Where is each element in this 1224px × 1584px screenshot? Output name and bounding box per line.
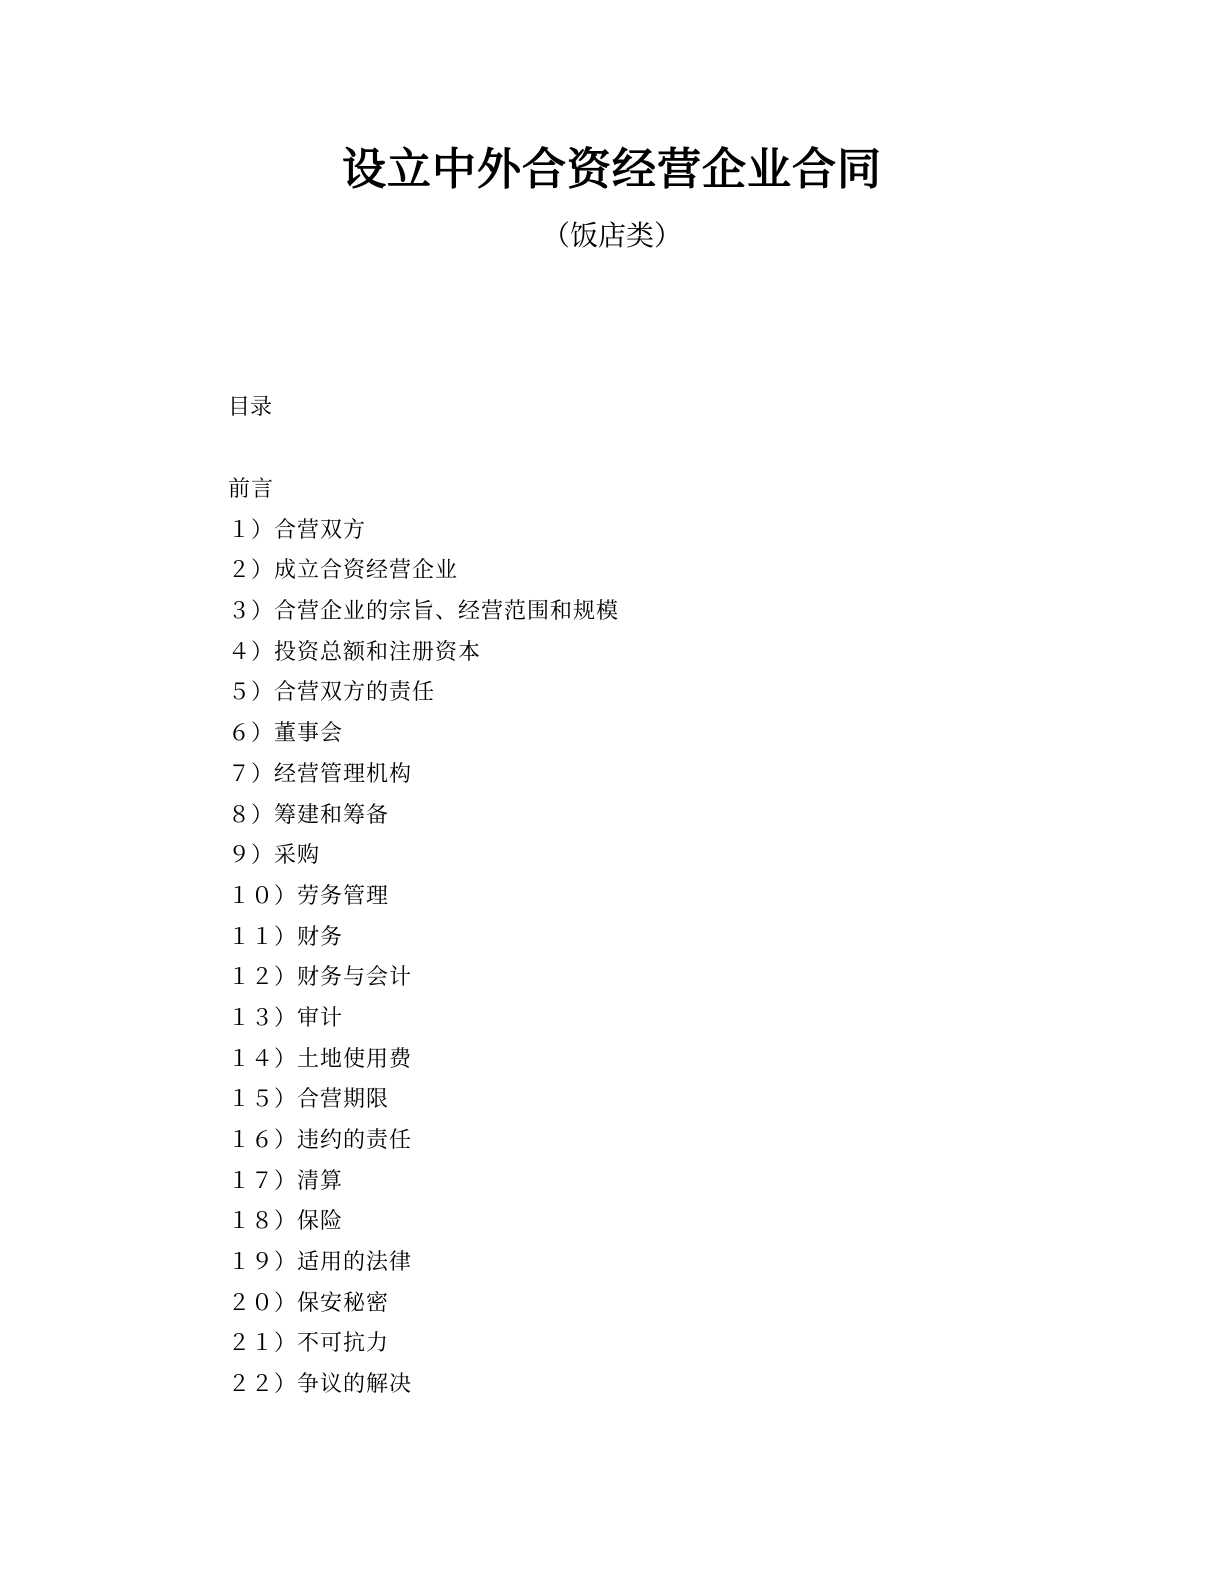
toc-item: ８）筹建和筹备 [228, 802, 390, 828]
toc-item: ２２）争议的解决 [228, 1372, 413, 1398]
toc-heading: 目录 [228, 395, 273, 420]
toc-item: １６）违约的责任 [228, 1128, 413, 1153]
toc-item: ２）成立合资经营企业 [228, 558, 459, 584]
document-title: 设立中外合资经营企业合同 [342, 144, 882, 195]
toc-item: １９）适用的法律 [228, 1250, 413, 1276]
toc-item: １１）财务 [228, 924, 344, 950]
toc-item: １２）财务与会计 [228, 965, 413, 991]
toc-item: ９）采购 [228, 843, 321, 869]
document-subtitle: （饭店类） [541, 219, 682, 252]
toc-item: ５）合营双方的责任 [228, 680, 436, 706]
toc-item: ７）经营管理机构 [228, 761, 413, 787]
toc-item: １５）合营期限 [228, 1087, 390, 1113]
toc-item: １）合营双方 [228, 517, 367, 543]
toc-item: ２１）不可抗力 [228, 1331, 390, 1357]
toc-item: ３）合营企业的宗旨、经营范围和规模 [228, 599, 620, 625]
toc-item: １３）审计 [228, 1005, 344, 1031]
toc-item: ２０）保安秘密 [228, 1290, 390, 1316]
toc-item: ６）董事会 [228, 721, 344, 747]
toc-item: １０）劳务管理 [228, 883, 390, 909]
toc-item: ４）投资总额和注册资本 [228, 639, 482, 665]
toc-item: １７）清算 [228, 1168, 344, 1194]
toc-item: １８）保险 [228, 1209, 344, 1235]
toc-item-preface: 前言 [228, 477, 275, 502]
toc-item: １４）土地使用费 [228, 1046, 413, 1072]
table-of-contents [228, 474, 619, 1410]
